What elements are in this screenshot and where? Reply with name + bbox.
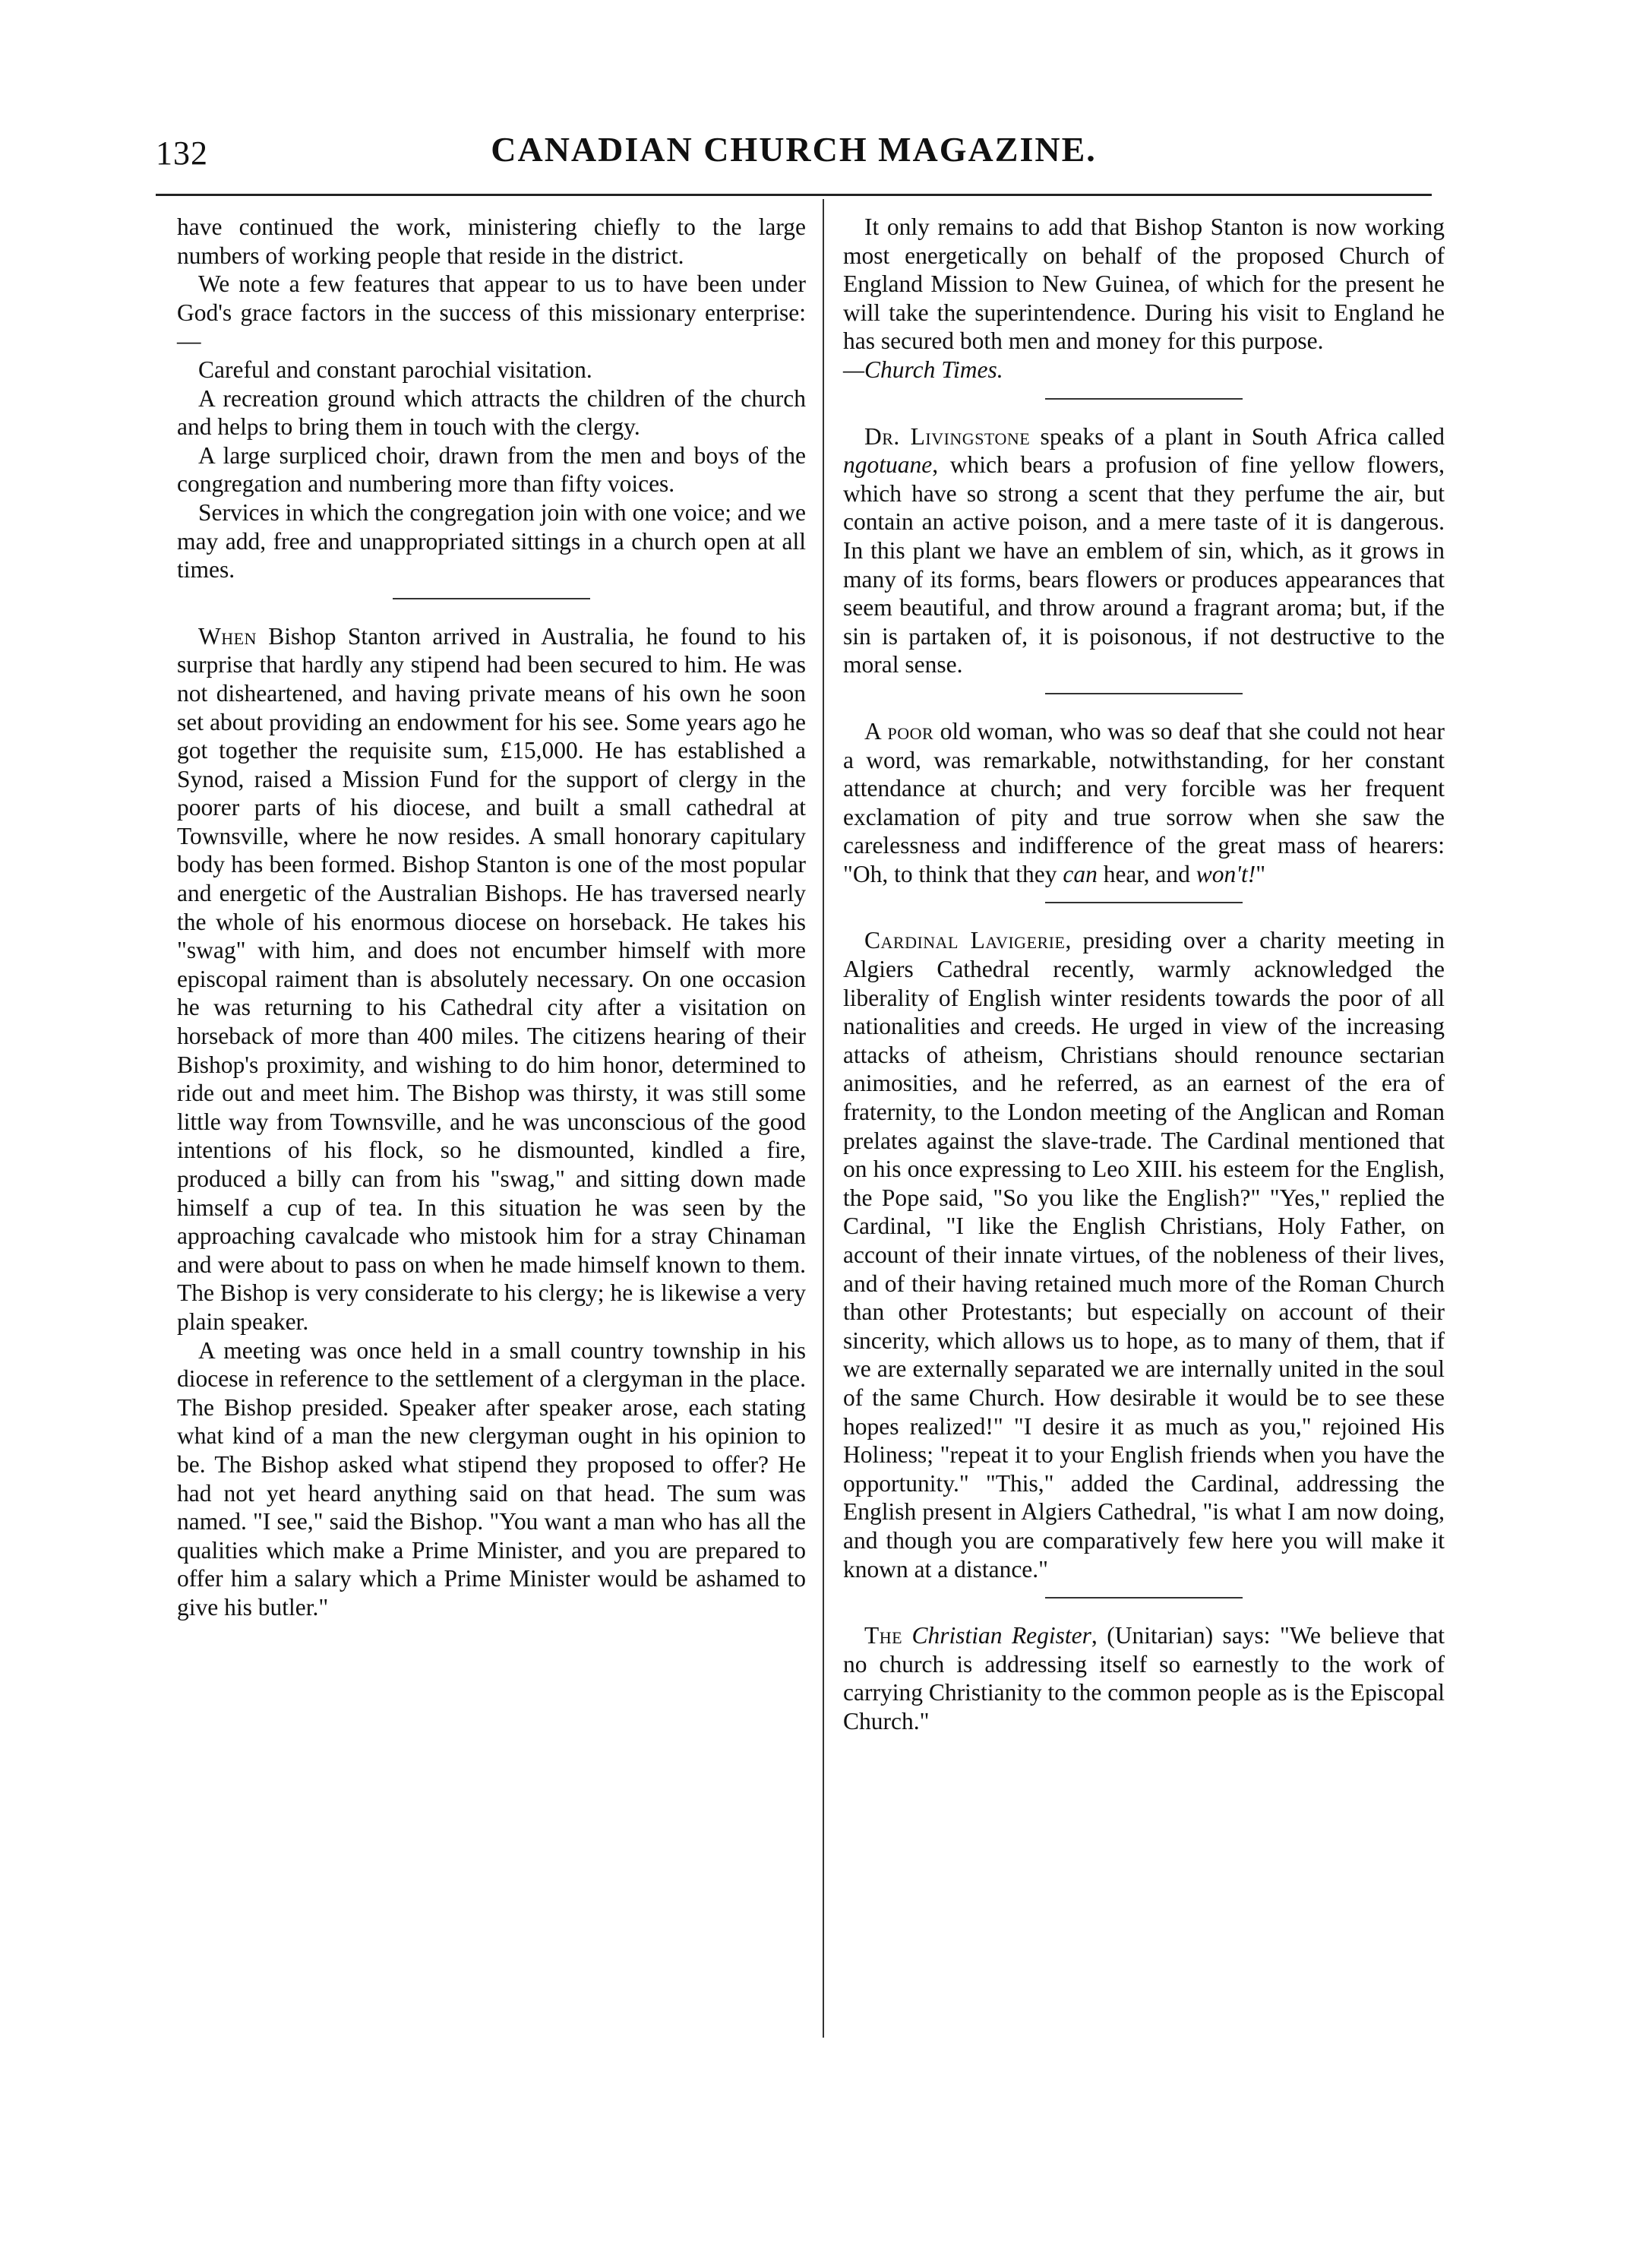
emphasis-text: can: [1063, 860, 1098, 887]
paragraph-bishop-stanton: [177, 622, 806, 1336]
source-attribution: —Church Times.: [843, 356, 1003, 383]
header-divider: [156, 194, 1432, 196]
article-divider: [1045, 398, 1243, 400]
paragraph-text: , (Unitarian) says: "We believe that no church is addressing itself so earnestly to the work of carrying Christianity to the common people as is the Episcopal Church.": [843, 1622, 1445, 1734]
paragraph-text: hear, and: [1097, 860, 1196, 887]
paragraph-text: old woman, who was so deaf that she could not hear a word, was remarkable, notwithstanding, for her constant attendance at church; and very forcible was her frequent exclamation of pity and true sorrow when she saw the carelessness and indifference of the great mass of hearers: "Oh, to think that they: [843, 717, 1445, 887]
paragraph-text: ": [1256, 860, 1266, 887]
paragraph-stanton-new-guinea: [843, 213, 1445, 384]
left-column: [177, 213, 806, 1622]
paragraph-deaf-woman: [843, 717, 1445, 889]
article-divider: [1045, 693, 1243, 694]
paragraph-text: Bishop Stanton arrived in Australia, he found to his surprise that hardly any stipend had been secured to him. He was not disheartened, and having private means of his own he soon set about providing an endowment for his see. Some years ago he got together the requisite sum, £15,000. He has established a Synod, raised a Mission Fund for the support of clergy in the poorer parts of his diocese, and built a small cathedral at Townsville, where he now resides. A small honorary capitulary body has been formed. Bishop Stanton is one of the most popular and energetic of the Australian Bishops. He has traversed nearly the whole of his enormous diocese on horseback. He takes his "swag" with him, and does not encumber himself with more episcopal raiment than is absolutely necessary. On one occasion he was returning to his Cathedral city after a visitation on horseback of more than 400 miles. The citizens hearing of their Bishop's proximity, and wishing to do him honor, determined to ride out and meet him. The Bishop was thirsty, it was still some little way from Townsville, and he was unconscious of the good intentions of his flock, so he dismounted, kindled a fire, produced a billy can from his "swag," and sitting down made himself a cup of tea. In this situation he was seen by the approaching cavalcade who mistook him for a stray Chinaman and were about to pass on when he made himself known to them. The Bishop is very considerate to his clergy; he is likewise a very plain speaker.: [177, 622, 806, 1335]
list-item-visitation: Careful and constant parochial visitation.: [198, 356, 592, 383]
paragraph-christian-register: [843, 1621, 1445, 1735]
plant-name: ngotuane: [843, 451, 933, 479]
list-item-services: Services in which the congregation join with one voice; and we may add, free and unappropriated sittings in a church open at all times.: [177, 498, 806, 583]
page-number: 132: [156, 134, 208, 172]
paragraph-text: , presiding over a charity meeting in Algiers Cathedral recently, warmly acknowledged the liberality of English winter residents towards the poor of all nationalities and creeds. He urged in view of the increasing attacks of atheism, Christians should renounce sectarian animosities, and he referred, as an earnest of the era of fraternity, to the London meeting of the Anglican and Roman prelates against the slave-trade. The Cardinal mentioned that on his once expressing to Leo XIII. his esteem for the English, the Pope said, "So you like the English?" "Yes," replied the Cardinal, "I like the English Christians, Holy Father, on account of their innate virtues, of the nobleness of their lives, and of their having retained much more of the Roman Church than other Protestants; but especially on account of their sincerity, which allows us to hope, as to many of them, that if we are externally separated we are internally united in the soul of the same Church. How desirable it would be to see these hopes realized!" "I desire it as much as you," rejoined His Holiness; "repeat it to your English friends when you have the opportunity." "This," added the Cardinal, addressing the English present in Algiers Cathedral, "is what I am now doing, and though you are comparatively few here you will make it known at a distance.": [843, 927, 1445, 1583]
emphasis-text: won't!: [1196, 860, 1256, 887]
article-divider: [393, 598, 590, 599]
lead-word: A poor: [864, 717, 934, 745]
article-divider: [1045, 902, 1243, 903]
lead-word: Cardinal Lavigerie: [864, 927, 1066, 954]
article-divider: [1045, 1597, 1243, 1598]
right-column: [843, 213, 1445, 1736]
page-header: [156, 129, 1432, 190]
column-divider: [823, 199, 824, 2038]
lead-word: Dr. Livingstone: [864, 422, 1031, 450]
lead-word: When: [198, 622, 257, 650]
paragraph-text: It only remains to add that Bishop Stanton is now working most energetically on behalf of the proposed Church of England Mission to New Guinea, of which for the present he will take the superintendence. During his visit to England he has secured both men and money for this purpose.: [843, 213, 1445, 355]
list-item-surpliced-choir: A large surpliced choir, drawn from the men and boys of the congregation and numbering more than fifty voices.: [177, 441, 806, 498]
paragraph-text: speaks of a plant in South Africa called: [1030, 422, 1445, 450]
list-item-recreation-ground: A recreation ground which attracts the children of the church and helps to bring them in touch with the clergy.: [177, 384, 806, 441]
paragraph-cardinal-lavigerie: [843, 926, 1445, 1583]
magazine-title: CANADIAN CHURCH MAGAZINE.: [491, 130, 1097, 169]
paragraph-meeting-anecdote: A meeting was once held in a small country township in his diocese in reference to the settlement of a clergyman in the place. The Bishop presided. Speaker after speaker arose, each stating what kind of a man the new clergyman ought in his opinion to be. The Bishop asked what stipend they proposed to offer? He had not yet heard anything said on that head. The sum was named. "I see," said the Bishop. "You want a man who has all the qualities which make a Prime Minister, and you are prepared to offer him a salary which a Prime Minister would be ashamed to give his butler.": [177, 1336, 806, 1621]
publication-title: Christian Register: [911, 1622, 1091, 1649]
lead-word: The: [864, 1622, 903, 1649]
paragraph-features-intro: We note a few features that appear to us to have been under God's grace factors in the success of this missionary enterprise:—: [177, 270, 806, 355]
paragraph-continued-work: have continued the work, ministering chiefly to the large numbers of working people that reside in the district.: [177, 213, 806, 269]
paragraph-livingstone: [843, 422, 1445, 679]
paragraph-text: , which bears a profusion of fine yellow flowers, which have so strong a scent that they perfume the air, but contain an active poison, and a mere taste of it is dangerous. In this plant we have an emblem of sin, which, as it grows in many of its forms, bears flowers or produces appearances that seem beautiful, and throw around a fragrant aroma; but, if the sin is partaken of, it is poisonous, if not destructive to the moral sense.: [843, 451, 1445, 678]
